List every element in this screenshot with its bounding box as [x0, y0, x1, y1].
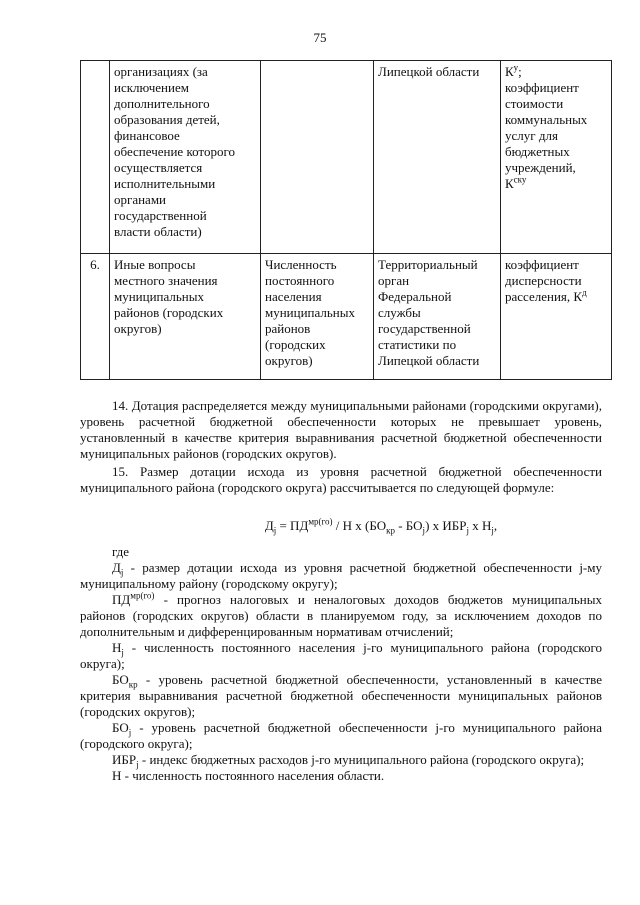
indicator-text: Численность постоянного населения муниципальных районов (городских округов) [265, 257, 356, 368]
row-number-cell: 6. [81, 254, 110, 380]
indicator-cell [261, 254, 374, 380]
coefficient-cell [501, 254, 612, 380]
source-cell [374, 254, 501, 380]
definition-pd: $ПД^{мр(го)}$ - прогноз налоговых и неналоговых доходов бюджетов муниципальных районов (городских округов) области в планируемом году, за исключением доходов по дополнительным и дифференцированным нормативам отчислений; [80, 590, 602, 639]
definition-h: $H_j$ - численность постоянного населения j-го муниципального района (городского округа); [80, 640, 602, 671]
question-text: организациях (за исключением дополнительного образования детей, финансовое обеспечение которого осуществляется исполнительными органами государственной власти области) [114, 64, 235, 239]
table-row [81, 61, 612, 254]
question-cell [110, 61, 261, 254]
where-label: где [112, 544, 130, 559]
source-text: Липецкой области [378, 64, 480, 79]
paragraph-15: 15. Размер дотации исхода из уровня расчетной бюджетной обеспеченности муниципального района (городского округа) рассчитывается по следующей формуле: [80, 464, 602, 495]
definition-boj: $БО_j$ - уровень расчетной бюджетной обеспеченности j-го муниципального района (городского округа); [80, 720, 602, 751]
question-cell [110, 254, 261, 380]
document-body [80, 398, 602, 784]
definition-ibr: $ИБР_j$ - индекс бюджетных расходов j-го муниципального района (городского округа); [112, 752, 585, 770]
definition-d: $Д_j$ - размер дотации исхода из уровня расчетной бюджетной обеспеченности j-му муниципальному району (городскому округу); [80, 560, 602, 591]
question-text: Иные вопросы местного значения муниципальных районов (городских округов) [114, 257, 224, 336]
source-text: Территориальный орган Федеральной службы государственной статистики по Липецкой области [378, 257, 480, 368]
definition-bokr: $БО_{кр}$ - уровень расчетной бюджетной обеспеченности, установленный в качестве критерия выравнивания расчетной бюджетной обеспеченности муниципальных районов (городских округов); [80, 672, 602, 719]
table-row [81, 254, 612, 380]
coefficient-cell [501, 61, 612, 254]
page-number: 75 [313, 30, 327, 45]
coefficient-text: коэффициент дисперсности расселения, $К^д$ [505, 257, 587, 304]
row-number-cell [81, 61, 110, 254]
paragraph-14: 14. Дотация распределяется между муниципальными районами (городскими округами), уровень расчетной бюджетной обеспеченности которых не превышает уровень, установленный в качестве критерия выравнивания расчетной бюджетной обеспеченности муниципальных районов (городских округов). [80, 398, 602, 461]
source-cell [374, 61, 501, 254]
coefficient-text: $К^у$; коэффициент стоимости коммунальных услуг для бюджетных учреждений, $К^{ску}$ [505, 62, 588, 191]
definition-n: Н - численность постоянного населения области. [112, 768, 385, 783]
subsidy-formula: $Д_j = ПД^{мр(го)} / Н$ х $(БО_{кр} - БО_j)$ х $ИБР_j$ х $H_j$, [264, 516, 498, 536]
indicator-cell [261, 61, 374, 254]
criteria-table [80, 60, 612, 380]
